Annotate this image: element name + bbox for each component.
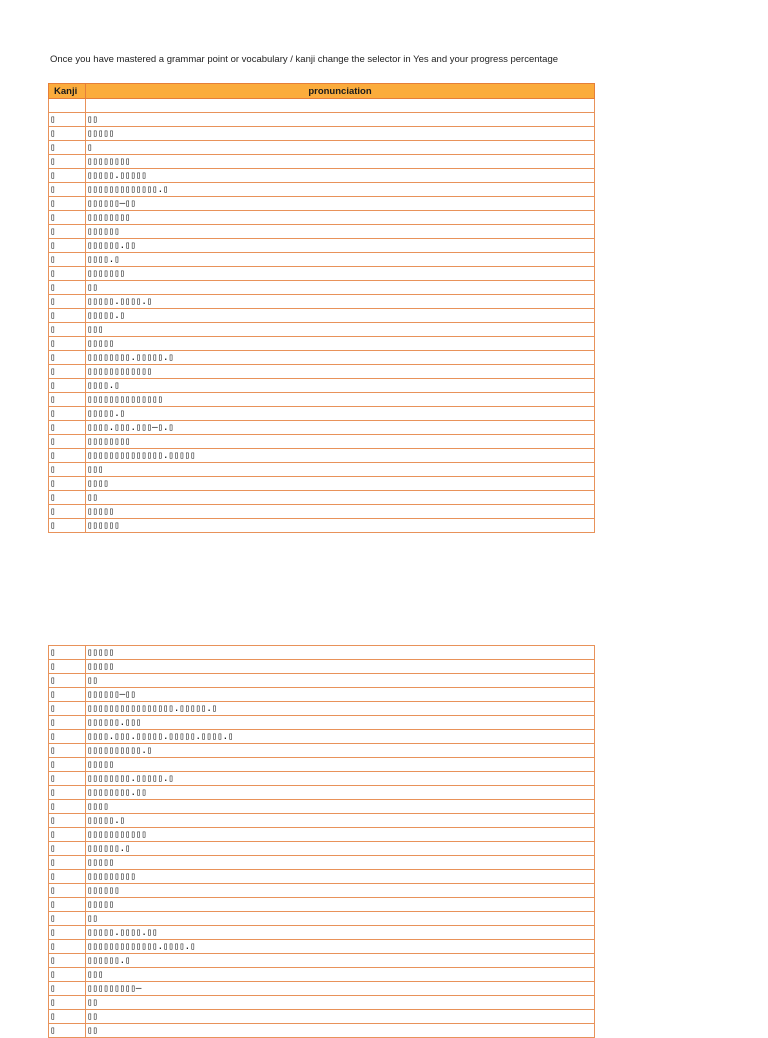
kanji-cell[interactable]: ▯ [49,884,86,898]
pronunciation-cell[interactable]: ▯▯▯▯▯▯ [86,224,595,238]
kanji-cell[interactable]: ▯ [49,280,86,294]
table-row [49,744,595,758]
table-row [49,954,595,968]
pronunciation-cell[interactable]: ▯▯ [86,280,595,294]
table-row [49,476,595,490]
table-row [49,196,595,210]
pronunciation-cell[interactable]: ▯▯▯▯▯▯▯▯▯– [86,982,595,996]
pronunciation-cell[interactable]: ▯▯▯▯▯ [86,758,595,772]
pronunciation-cell[interactable]: ▯▯▯▯▯▯.▯ [86,842,595,856]
pronunciation-cell[interactable]: ▯▯▯▯.▯ [86,252,595,266]
table-row [49,504,595,518]
table-row [49,266,595,280]
kanji-cell[interactable]: ▯ [49,476,86,490]
kanji-cell[interactable]: ▯ [49,406,86,420]
table-row [49,350,595,364]
kanji-cell[interactable]: ▯ [49,126,86,140]
kanji-cell[interactable]: ▯ [49,168,86,182]
kanji-cell[interactable] [49,99,86,113]
table-row [49,772,595,786]
kanji-cell[interactable]: ▯ [49,856,86,870]
table-row [49,238,595,252]
pronunciation-cell[interactable]: ▯▯▯▯▯.▯▯▯▯.▯ [86,294,595,308]
table-row [49,280,595,294]
kanji-cell[interactable]: ▯ [49,996,86,1010]
table-body-top [49,99,595,533]
pronunciation-cell[interactable] [86,99,595,113]
pronunciation-cell[interactable]: ▯▯▯▯▯▯▯▯▯▯▯▯▯▯.▯▯▯▯▯ [86,448,595,462]
pronunciation-cell[interactable]: ▯▯▯▯▯▯.▯ [86,954,595,968]
kanji-cell[interactable]: ▯ [49,828,86,842]
table-body-bottom [49,646,595,1038]
pronunciation-cell[interactable]: ▯▯▯▯▯ [86,504,595,518]
table-row [49,702,595,716]
kanji-cell[interactable]: ▯ [49,308,86,322]
kanji-cell[interactable]: ▯ [49,350,86,364]
table-row [49,364,595,378]
table-row [49,996,595,1010]
pronunciation-cell[interactable]: ▯▯▯▯▯.▯ [86,308,595,322]
table-row [49,378,595,392]
kanji-cell[interactable]: ▯ [49,814,86,828]
table-row [49,448,595,462]
table-row [49,168,595,182]
kanji-cell[interactable]: ▯ [49,266,86,280]
kanji-cell[interactable]: ▯ [49,758,86,772]
kanji-cell[interactable]: ▯ [49,674,86,688]
table-row [49,434,595,448]
kanji-cell[interactable]: ▯ [49,926,86,940]
kanji-cell[interactable]: ▯ [49,518,86,532]
table-row [49,828,595,842]
table-row [49,140,595,154]
pronunciation-cell[interactable]: ▯▯▯▯▯▯ [86,518,595,532]
pronunciation-cell[interactable]: ▯▯ [86,112,595,126]
kanji-cell[interactable]: ▯ [49,238,86,252]
pronunciation-cell[interactable]: ▯▯▯▯▯.▯ [86,406,595,420]
table-row [49,210,595,224]
pronunciation-cell[interactable]: ▯▯▯▯▯▯–▯▯ [86,196,595,210]
pronunciation-cell[interactable]: ▯▯▯▯▯▯▯▯▯▯▯▯▯.▯▯▯▯.▯ [86,940,595,954]
pronunciation-cell[interactable]: ▯▯▯▯▯▯▯▯ [86,434,595,448]
table-row [49,646,595,660]
kanji-cell[interactable]: ▯ [49,392,86,406]
table-row [49,126,595,140]
pronunciation-cell[interactable]: ▯▯▯▯▯▯▯ [86,266,595,280]
kanji-cell[interactable]: ▯ [49,786,86,800]
pronunciation-cell[interactable]: ▯▯ [86,912,595,926]
kanji-cell[interactable]: ▯ [49,140,86,154]
kanji-cell[interactable]: ▯ [49,842,86,856]
kanji-cell[interactable]: ▯ [49,210,86,224]
kanji-cell[interactable]: ▯ [49,1024,86,1038]
kanji-cell[interactable]: ▯ [49,182,86,196]
table-row [49,814,595,828]
pronunciation-cell[interactable]: ▯▯▯▯▯ [86,126,595,140]
pronunciation-cell[interactable]: ▯▯▯▯▯▯▯▯ [86,210,595,224]
pronunciation-cell[interactable]: ▯▯ [86,674,595,688]
kanji-cell[interactable]: ▯ [49,982,86,996]
table-row [49,490,595,504]
table-row [49,674,595,688]
table-row [49,224,595,238]
pronunciation-cell[interactable]: ▯▯▯▯▯▯▯▯▯▯▯▯▯▯▯▯.▯▯▯▯▯.▯ [86,702,595,716]
pronunciation-cell[interactable]: ▯▯▯▯▯ [86,336,595,350]
pronunciation-cell[interactable]: ▯▯ [86,490,595,504]
kanji-table-bottom [48,645,595,1038]
table-row [49,884,595,898]
table-row [49,154,595,168]
kanji-cell[interactable]: ▯ [49,434,86,448]
pronunciation-cell[interactable]: ▯▯▯▯▯▯ [86,884,595,898]
pronunciation-cell[interactable]: ▯▯▯▯.▯▯▯.▯▯▯▯▯.▯▯▯▯▯.▯▯▯▯.▯ [86,730,595,744]
table-row [49,112,595,126]
kanji-cell[interactable]: ▯ [49,912,86,926]
kanji-cell[interactable]: ▯ [49,224,86,238]
kanji-cell[interactable]: ▯ [49,196,86,210]
pronunciation-cell[interactable]: ▯▯▯▯▯▯▯▯ [86,154,595,168]
kanji-cell[interactable]: ▯ [49,462,86,476]
table-row [49,182,595,196]
kanji-cell[interactable]: ▯ [49,954,86,968]
pronunciation-cell[interactable]: ▯▯▯▯▯ [86,646,595,660]
table-row [49,462,595,476]
pronunciation-cell[interactable]: ▯▯▯▯▯.▯ [86,814,595,828]
pronunciation-cell[interactable]: ▯▯▯▯ [86,800,595,814]
pronunciation-cell[interactable]: ▯▯▯▯▯▯▯▯▯▯▯ [86,828,595,842]
pronunciation-cell[interactable]: ▯▯▯▯▯▯▯▯.▯▯▯▯▯.▯ [86,350,595,364]
table-row [49,968,595,982]
table-row [49,1010,595,1024]
kanji-cell[interactable]: ▯ [49,968,86,982]
table-row [49,336,595,350]
column-header-kanji: Kanji [49,84,86,99]
pronunciation-cell[interactable]: ▯▯ [86,1024,595,1038]
kanji-cell[interactable]: ▯ [49,702,86,716]
kanji-cell[interactable]: ▯ [49,112,86,126]
pronunciation-cell[interactable]: ▯▯▯▯▯▯▯▯▯▯▯▯▯.▯ [86,182,595,196]
kanji-cell[interactable]: ▯ [49,364,86,378]
kanji-cell[interactable]: ▯ [49,660,86,674]
table-row [49,786,595,800]
kanji-cell[interactable]: ▯ [49,800,86,814]
kanji-cell[interactable]: ▯ [49,772,86,786]
pronunciation-cell[interactable]: ▯▯▯▯▯▯▯▯.▯▯▯▯▯.▯ [86,772,595,786]
kanji-cell[interactable]: ▯ [49,252,86,266]
table-row [49,99,595,113]
kanji-cell[interactable]: ▯ [49,730,86,744]
pronunciation-cell[interactable]: ▯▯▯▯.▯ [86,378,595,392]
pronunciation-cell[interactable]: ▯▯▯▯▯▯.▯▯ [86,238,595,252]
kanji-cell[interactable]: ▯ [49,154,86,168]
kanji-cell[interactable]: ▯ [49,448,86,462]
kanji-cell[interactable]: ▯ [49,870,86,884]
table-row [49,926,595,940]
instruction-note: Once you have mastered a grammar point or vocabulary / kanji change the selector in Yes and your progress percentage [50,54,559,65]
table-row [49,870,595,884]
kanji-cell[interactable]: ▯ [49,898,86,912]
kanji-cell[interactable]: ▯ [49,744,86,758]
pronunciation-cell[interactable]: ▯▯▯▯.▯▯▯.▯▯▯–▯.▯ [86,420,595,434]
table-row [49,392,595,406]
table-row [49,518,595,532]
kanji-cell[interactable]: ▯ [49,940,86,954]
kanji-cell[interactable]: ▯ [49,646,86,660]
column-header-pronunciation: pronunciation [86,84,595,99]
table-row [49,294,595,308]
kanji-cell[interactable]: ▯ [49,378,86,392]
table-row [49,420,595,434]
kanji-cell[interactable]: ▯ [49,716,86,730]
kanji-cell[interactable]: ▯ [49,490,86,504]
table-row [49,898,595,912]
pronunciation-cell[interactable]: ▯▯▯▯▯▯.▯▯▯ [86,716,595,730]
pronunciation-cell[interactable]: ▯▯▯▯▯ [86,898,595,912]
table-row [49,716,595,730]
pronunciation-cell[interactable]: ▯▯▯▯▯▯▯▯▯ [86,870,595,884]
pronunciation-cell[interactable]: ▯▯▯▯▯.▯▯▯▯▯ [86,168,595,182]
pronunciation-cell[interactable]: ▯▯▯▯▯▯▯▯.▯▯ [86,786,595,800]
kanji-cell[interactable]: ▯ [49,336,86,350]
table-row [49,252,595,266]
table-row [49,940,595,954]
pronunciation-cell[interactable]: ▯▯▯▯▯.▯▯▯▯.▯▯ [86,926,595,940]
kanji-cell[interactable]: ▯ [49,504,86,518]
table-row [49,982,595,996]
table-row [49,322,595,336]
kanji-cell[interactable]: ▯ [49,1010,86,1024]
table-row [49,758,595,772]
pronunciation-cell[interactable]: ▯▯▯▯▯▯▯▯▯▯.▯ [86,744,595,758]
table-row [49,688,595,702]
pronunciation-cell[interactable]: ▯▯▯ [86,968,595,982]
kanji-cell[interactable]: ▯ [49,688,86,702]
pronunciation-cell[interactable]: ▯▯▯▯▯ [86,856,595,870]
pronunciation-cell[interactable]: ▯▯▯▯ [86,476,595,490]
table-row [49,856,595,870]
pronunciation-cell[interactable]: ▯▯▯ [86,462,595,476]
table-row [49,842,595,856]
pronunciation-cell[interactable]: ▯▯▯▯▯▯▯▯▯▯▯▯▯▯ [86,392,595,406]
pronunciation-cell[interactable]: ▯ [86,140,595,154]
pronunciation-cell[interactable]: ▯▯▯▯▯▯▯▯▯▯▯▯ [86,364,595,378]
kanji-cell[interactable]: ▯ [49,322,86,336]
kanji-cell[interactable]: ▯ [49,294,86,308]
table-row [49,308,595,322]
table-header-row [49,84,595,99]
pronunciation-cell[interactable]: ▯▯▯▯▯▯–▯▯ [86,688,595,702]
kanji-table-top [48,83,595,533]
table-row [49,406,595,420]
table-row [49,1024,595,1038]
table-row [49,800,595,814]
kanji-cell[interactable]: ▯ [49,420,86,434]
pronunciation-cell[interactable]: ▯▯▯▯▯ [86,660,595,674]
table-row [49,912,595,926]
pronunciation-cell[interactable]: ▯▯ [86,1010,595,1024]
table-row [49,730,595,744]
pronunciation-cell[interactable]: ▯▯▯ [86,322,595,336]
pronunciation-cell[interactable]: ▯▯ [86,996,595,1010]
table-row [49,660,595,674]
